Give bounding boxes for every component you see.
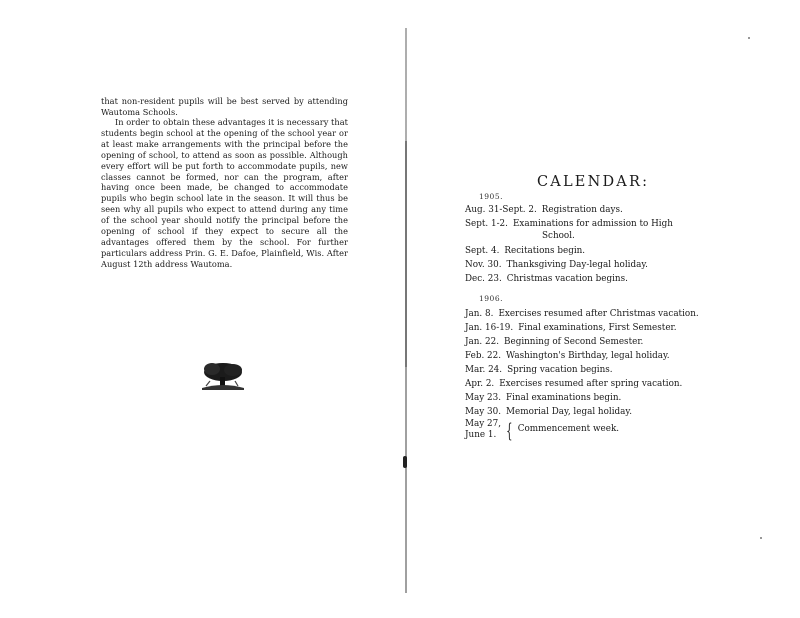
calendar-entry (465, 322, 765, 334)
entry-event: Exercises resumed after spring vacation. (499, 379, 683, 389)
entry-date: May 30. (465, 407, 502, 417)
entry-event: Examinations for admission to High (512, 219, 673, 229)
right-page (408, 0, 800, 618)
entry-event-continued: School. (542, 231, 575, 241)
entry-date: Nov. 30. (465, 260, 502, 270)
entry-date: Sept. 4. (465, 246, 500, 256)
paragraph-advantages: In order to obtain these advantages it is necessary that students begin school at the opening of the school year or at least make arrangements with the principal before the opening of school, to attend as soon as possible. Although every effort will be put forth to accommodate pupils, new classes cannot be formed, nor can the program, after having once been made, be changed to accommodate pupils who begin school late in the season. It will thus be seen why all pupils who expect to attend during any time of the school year should notify the principal before the opening of school if they expect to secure all the advantages offered them by the school. For further particulars address Prin. G. E. Dafoe, Plainfield, Wis. After August 12th address Wautoma. (101, 117, 348, 269)
entry-date: Jan. 8. (465, 309, 494, 319)
calendar-entry (465, 378, 765, 390)
entry-date: Mar. 24. (465, 365, 503, 375)
entry-event: Registration days. (541, 205, 623, 215)
entry-date: Apr. 2. (465, 379, 495, 389)
entry-date: Sept. 1-2. (465, 219, 508, 229)
calendar-entry (465, 308, 765, 320)
calendar-entry (465, 350, 765, 362)
year-heading-1905: 1905. (479, 192, 503, 201)
entry-event: Spring vacation begins. (507, 365, 613, 375)
commencement-date-start: May 27, (465, 419, 502, 429)
paragraph-continuation: that non-resident pupils will be best served by attending Wautoma Schools. (101, 96, 348, 117)
entry-event: Final examinations begin. (506, 393, 622, 403)
entry-date: Aug. 31-Sept. 2. (465, 205, 537, 215)
page-fold (405, 28, 407, 593)
commencement-dates (465, 419, 501, 440)
entry-date: Jan. 22. (465, 337, 500, 347)
calendar-title: CALENDAR: (537, 174, 650, 190)
calendar-entry (465, 392, 765, 404)
entry-event: Exercises resumed after Christmas vacation. (498, 309, 699, 319)
entry-event: Memorial Day, legal holiday. (506, 407, 632, 417)
entry-date: Dec. 23. (465, 274, 502, 284)
entry-event: Christmas vacation begins. (506, 274, 628, 284)
tree-vignette-icon (200, 360, 246, 392)
binding-mark (403, 456, 407, 468)
entry-date: May 23. (465, 393, 502, 403)
commencement-entry (465, 419, 619, 440)
calendar-entry (465, 364, 765, 376)
entry-event: Washington's Birthday, legal holiday. (506, 351, 670, 361)
calendar-entry (465, 245, 765, 257)
calendar-entry (465, 218, 765, 242)
entry-date: Feb. 22. (465, 351, 502, 361)
calendar-entry (465, 259, 765, 271)
entry-event: Thanksgiving Day-legal holiday. (506, 260, 648, 270)
year-heading-1906: 1906. (479, 294, 503, 303)
calendar-entry (465, 273, 765, 285)
commencement-date-end: June 1. (465, 429, 497, 440)
calendar-entry (465, 336, 765, 348)
entry-event: Recitations begin. (504, 246, 586, 256)
calendar-entry (465, 204, 765, 216)
entry-event: Beginning of Second Semester. (504, 337, 644, 347)
calendar-entry (465, 406, 765, 418)
entry-date: Jan. 16-19. (465, 323, 514, 333)
commencement-event: Commencement week. (517, 424, 620, 435)
brace-icon: { (506, 417, 513, 442)
entry-event: Final examinations, First Semester. (518, 323, 677, 333)
